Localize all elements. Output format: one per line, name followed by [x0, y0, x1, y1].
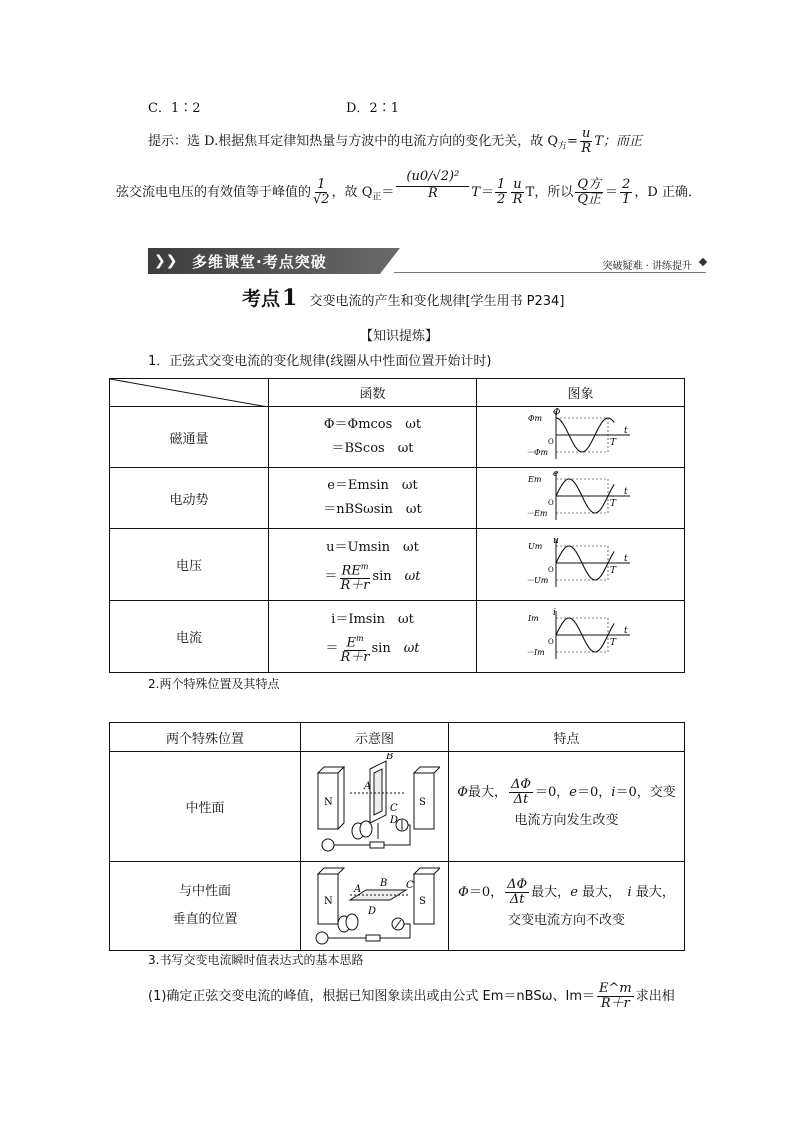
- generator-diagram-neutral: [310, 753, 440, 857]
- cos-wave-graph: [526, 407, 636, 463]
- origin-label: O: [547, 438, 554, 446]
- features-neutral: Φ最大， $\frac{\Delta\Phi}{\Delta t}$ ＝0，e＝0，i＝0，交变 电流方向发生改变: [449, 752, 685, 862]
- diamond-icon: [699, 258, 707, 266]
- min-label: －Im: [525, 647, 545, 657]
- row-name: 电压: [110, 529, 269, 601]
- header-graph: 图象: [477, 379, 685, 407]
- row-name: 电动势: [110, 468, 269, 529]
- diagonal-cell: [110, 379, 269, 407]
- table-row: [110, 601, 685, 673]
- row-graph: [477, 601, 685, 673]
- min-label: －Em: [525, 509, 547, 518]
- diagram-cell: [301, 862, 449, 951]
- svg-text:N: N: [323, 796, 333, 808]
- t-axis-label: t: [623, 553, 628, 564]
- origin-label: O: [547, 499, 554, 507]
- period-label: T: [609, 565, 616, 576]
- t-axis-label: t: [623, 625, 628, 636]
- period-label: T: [609, 637, 616, 648]
- diagonal-line: [110, 379, 268, 407]
- table-row: [110, 407, 685, 468]
- max-label: Φm: [527, 414, 542, 423]
- svg-text:D: D: [367, 906, 376, 917]
- row-name: 磁通量: [110, 407, 269, 468]
- hint-line1: 提示：选 D.根据焦耳定律知热量与方波中的电流方向的变化无关，故 $Q_方=$ $\frac{u}{R}$ T；而正: [148, 126, 642, 156]
- svg-text:C: C: [405, 880, 414, 891]
- section-banner: [148, 248, 706, 274]
- period-label: T: [609, 499, 616, 509]
- y-axis-label: Φ: [552, 408, 560, 418]
- svg-text:B: B: [379, 878, 387, 889]
- sin-wave-graph: [526, 607, 636, 663]
- table-header-row: [110, 723, 685, 752]
- svg-text:A: A: [363, 780, 371, 792]
- header-features: 特点: [449, 723, 685, 752]
- features-perpendicular: Φ＝0， $\frac{\Delta\Phi}{\Delta t}$ 最大，e 最大， i 最大， 交变电流方向不改变: [449, 862, 685, 951]
- hint-line2: 弦交流电电压的有效值等于峰值的 $\frac{1}{√2}$ ，故 $Q_正=$ $\frac{\text{(u0/√2)²}}{R}$ T＝ $\frac{1}{2}$ $\frac{u}{R}$ T，所以 $\frac{\text{Q方}}{\text{Q正}}$ ＝ $\frac{2}{1}$ ，D 正确．: [116, 178, 701, 207]
- option-c: C．1∶2: [148, 101, 201, 116]
- t-axis-label: t: [623, 487, 628, 497]
- period-label: T: [609, 438, 616, 448]
- header-function: 函数: [269, 379, 477, 407]
- table-header-row: [110, 379, 685, 407]
- table-row: [110, 752, 685, 862]
- row-graph: [477, 529, 685, 601]
- generator-diagram-perpendicular: [310, 862, 440, 946]
- diagram-cell: [301, 752, 449, 862]
- row-formula: Φ＝Φmcos ωt ＝BScos ωt: [269, 407, 477, 468]
- row-graph: [477, 468, 685, 529]
- row-formula: i＝Imsin ωt ＝ $\frac{E^m}{R+r}$ sin ωt: [269, 601, 477, 673]
- table-row: [110, 862, 685, 951]
- svg-text:S: S: [418, 796, 426, 808]
- table-row: [110, 529, 685, 601]
- header-position: 两个特殊位置: [110, 723, 301, 752]
- max-label: Im: [527, 613, 539, 623]
- svg-text:D: D: [389, 814, 398, 826]
- table-ac-laws: [109, 378, 685, 673]
- y-axis-label: u: [552, 535, 559, 546]
- origin-label: O: [547, 637, 554, 646]
- section-1-heading: 1．正弦式交变电流的变化规律(线圈从中性面位置开始计时): [148, 354, 492, 369]
- svg-text:C: C: [389, 802, 398, 814]
- svg-text:A: A: [353, 884, 361, 895]
- option-d: D．2∶1: [346, 101, 399, 116]
- svg-text:S: S: [418, 896, 426, 907]
- svg-text:B: B: [385, 752, 393, 762]
- banner-subtitle: 突破疑难 · 讲练提升: [602, 261, 692, 272]
- max-label: Um: [527, 541, 542, 551]
- origin-label: O: [547, 565, 554, 574]
- table-special-positions: [109, 722, 685, 951]
- position-perpendicular: 与中性面 垂直的位置: [110, 862, 301, 951]
- row-name: 电流: [110, 601, 269, 673]
- min-label: －Um: [525, 575, 548, 585]
- section-2-heading: 2.两个特殊位置及其特点: [148, 677, 280, 691]
- y-axis-label: e: [552, 469, 558, 479]
- topic-heading: 考点1 交变电流的产生和变化规律[学生用书 P234]: [242, 285, 565, 311]
- row-formula: u＝Umsin ωt ＝ $\frac{RE^m}{R+r}$ sin ωt: [269, 529, 477, 601]
- section-3-heading: 3.书写交变电流瞬时值表达式的基本思路: [148, 953, 364, 967]
- knowledge-heading: 【知识提炼】: [360, 329, 439, 344]
- banner-title: 多维课堂·考点突破: [192, 253, 327, 271]
- min-label: －Φm: [525, 448, 548, 457]
- max-label: Em: [527, 475, 541, 484]
- banner-rule: [394, 272, 706, 273]
- paragraph-1: (1)确定正弦交变电流的峰值，根据已知图象读出或由公式 Em＝nBSω、Im＝ $\frac{E\^{}m}{R+r}$ 求出相: [148, 981, 675, 1011]
- sin-wave-graph: [526, 535, 636, 591]
- header-diagram: 示意图: [301, 723, 449, 752]
- t-axis-label: t: [623, 426, 628, 436]
- row-formula: e＝Emsin ωt ＝nBSωsin ωt: [269, 468, 477, 529]
- row-graph: [477, 407, 685, 468]
- table-row: [110, 468, 685, 529]
- chevron-icon: ❯❯: [154, 253, 178, 269]
- y-axis-label: i: [552, 607, 556, 618]
- position-neutral: 中性面: [110, 752, 301, 862]
- svg-text:N: N: [323, 896, 333, 907]
- sin-wave-graph: [526, 468, 636, 524]
